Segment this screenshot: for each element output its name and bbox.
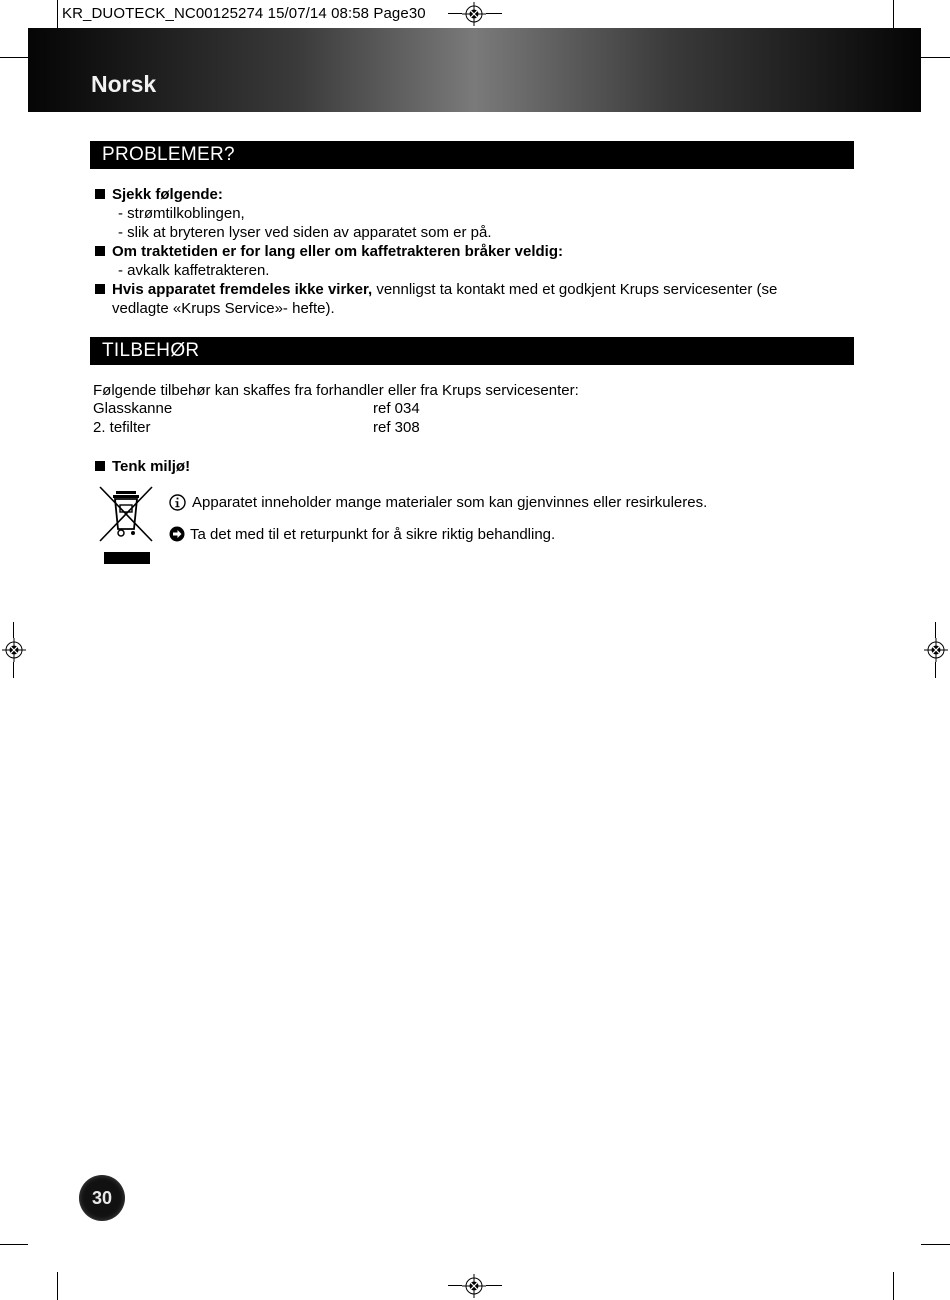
registration-mark-icon <box>462 2 486 26</box>
crop-mark <box>0 1244 28 1245</box>
crop-mark <box>921 1244 950 1245</box>
crop-mark <box>57 1272 58 1300</box>
accessory-ref: ref 308 <box>373 419 420 436</box>
problem-item-heading: Om traktetiden er for lang eller om kaffetrakteren bråker veldig: <box>112 243 563 260</box>
problem-sub-item: - avkalk kaffetrakteren. <box>118 262 270 279</box>
accessory-ref: ref 034 <box>373 400 420 417</box>
crop-mark <box>486 1285 502 1286</box>
environment-info-text: Apparatet inneholder mange materialer som kan gjenvinnes eller resirkuleres. <box>192 494 708 511</box>
crop-mark <box>13 662 14 678</box>
problem-item-heading: Hvis apparatet fremdeles ikke virker, <box>112 281 373 298</box>
print-slug: KR_DUOTECK_NC00125274 15/07/14 08:58 Page30 <box>62 5 426 22</box>
problem-item-heading: Sjekk følgende: <box>112 186 223 203</box>
language-title: Norsk <box>91 71 157 97</box>
problem-item-text <box>112 280 777 299</box>
page-number: 30 <box>91 1188 113 1208</box>
section-header-accessories <box>90 337 854 365</box>
problem-item-continuation: vedlagte «Krups Service»- hefte). <box>112 300 335 317</box>
problem-sub-item: - strømtilkoblingen, <box>118 205 245 222</box>
crop-mark <box>935 622 936 638</box>
registration-mark-icon <box>2 638 26 662</box>
accessory-name: Glasskanne <box>93 400 173 417</box>
info-icon <box>169 494 186 511</box>
accessory-name: 2. tefilter <box>93 419 151 436</box>
crop-mark <box>13 622 14 638</box>
crop-mark <box>893 0 894 28</box>
crop-mark <box>893 1272 894 1300</box>
accessories-intro: Følgende tilbehør kan skaffes fra forhandler eller fra Krups servicesenter: <box>93 382 579 399</box>
crop-mark <box>921 57 950 58</box>
registration-mark-icon <box>462 1274 486 1298</box>
problem-item-body: vennligst ta kontakt med et godkjent Krups servicesenter (se <box>372 281 778 298</box>
registration-mark-icon <box>924 638 948 662</box>
bullet-square-icon <box>95 284 105 294</box>
arrow-right-icon <box>169 526 185 542</box>
crop-mark <box>57 0 58 28</box>
crop-mark <box>448 1285 462 1286</box>
crop-mark <box>486 13 502 14</box>
section-header-problems <box>90 141 854 169</box>
environment-action-text: Ta det med til et returpunkt for å sikre riktig behandling. <box>190 526 556 543</box>
header-banner <box>28 28 921 112</box>
bullet-square-icon <box>95 189 105 199</box>
crop-mark <box>935 662 936 678</box>
section-title: PROBLEMER? <box>102 144 235 165</box>
section-title: TILBEHØR <box>102 340 200 361</box>
crop-mark <box>0 57 28 58</box>
crop-mark <box>448 13 462 14</box>
bullet-square-icon <box>95 246 105 256</box>
bullet-square-icon <box>95 461 105 471</box>
environment-heading: Tenk miljø! <box>112 458 191 475</box>
problem-sub-item: - slik at bryteren lyser ved siden av apparatet som er på. <box>118 224 492 241</box>
crossed-out-wheelie-bin-icon <box>97 485 155 567</box>
page-number-badge <box>79 1175 125 1221</box>
